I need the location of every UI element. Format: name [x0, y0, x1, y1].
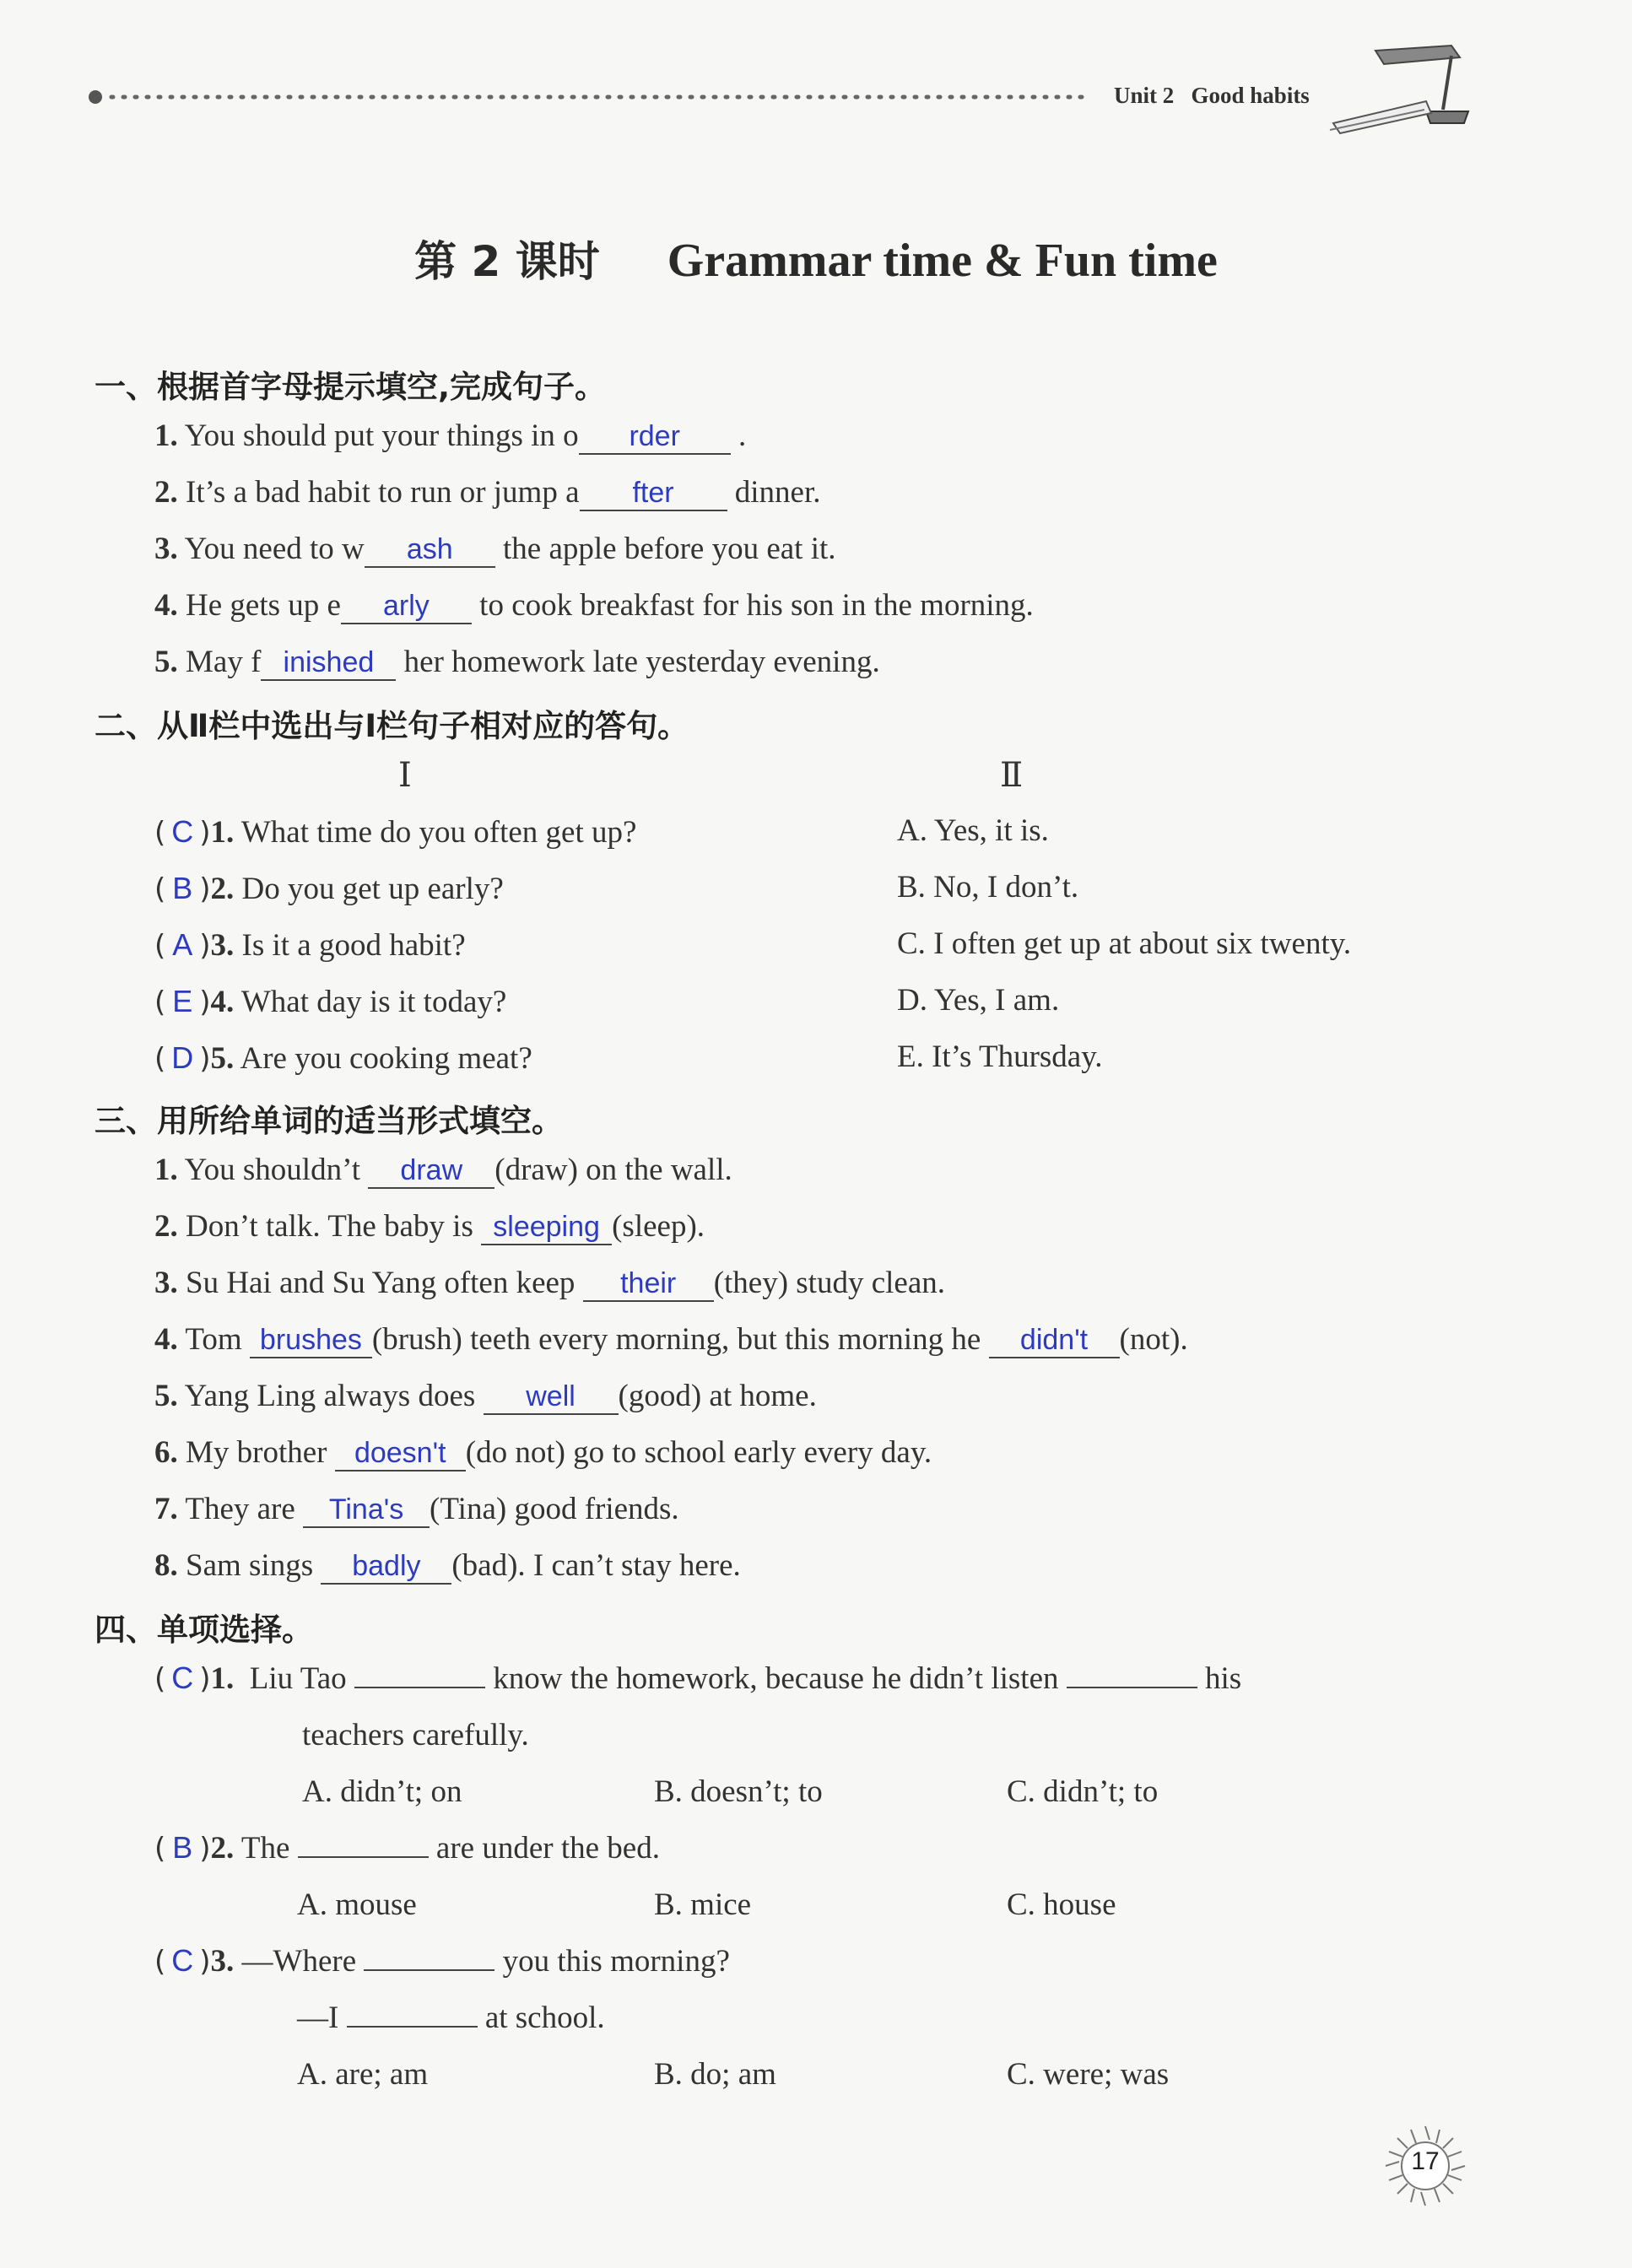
answer-blank[interactable]: ash	[365, 532, 495, 568]
answer-blank[interactable]: rder	[579, 419, 731, 455]
s4-question-1: ( C )1. Liu Tao know the homework, because he didn’t listen his	[154, 1660, 1242, 1696]
s4-q1-option-b: B. doesn’t; to	[654, 1774, 823, 1809]
s4-question-2: ( B )2. The are under the bed.	[154, 1830, 660, 1866]
s4-q3-option-a: A. are; am	[297, 2057, 429, 2092]
s4-q3-option-b: B. do; am	[654, 2057, 776, 2092]
s1-item-1: 1. You should put your things in o rder .	[154, 418, 747, 453]
answer-letter[interactable]: B	[172, 871, 193, 905]
answer-letter[interactable]: E	[172, 984, 193, 1018]
answer-blank[interactable]: badly	[321, 1549, 451, 1585]
answer-blank[interactable]: fter	[580, 476, 727, 511]
answer-blank[interactable]: draw	[368, 1153, 494, 1189]
s2-option-d: D. Yes, I am.	[897, 983, 1060, 1018]
desk-lamp-icon	[1325, 42, 1477, 143]
header-dotted-rule	[88, 89, 1092, 105]
section-3-heading: 三、用所给单词的适当形式填空。	[95, 1103, 563, 1139]
question-blank[interactable]	[1067, 1687, 1197, 1688]
s3-item-8: 8. Sam sings badly (bad). I can’t stay here.	[154, 1548, 741, 1583]
answer-letter[interactable]: C	[171, 814, 194, 849]
section-2-heading: 二、从Ⅱ栏中选出与Ⅰ栏句子相对应的答句。	[95, 708, 689, 744]
s3-item-5: 5. Yang Ling always does well (good) at home.	[154, 1379, 817, 1413]
s4-q2-option-b: B. mice	[654, 1887, 752, 1922]
s2-item-5: ( D )5. Are you cooking meat?	[154, 1040, 532, 1076]
answer-blank[interactable]: inished	[261, 645, 396, 681]
s2-item-2: ( B )2. Do you get up early?	[154, 871, 504, 906]
s3-item-6: 6. My brother doesn't (do not) go to school early every day.	[154, 1435, 932, 1470]
answer-letter[interactable]: C	[171, 1660, 194, 1695]
s4-q2-option-c: C. house	[1007, 1887, 1116, 1922]
s2-option-b: B. No, I don’t.	[897, 870, 1079, 904]
answer-blank[interactable]: Tina's	[303, 1493, 430, 1528]
question-blank[interactable]	[364, 1969, 494, 1971]
answer-blank[interactable]: doesn't	[335, 1436, 466, 1472]
s1-item-4: 4. He gets up e arly to cook breakfast for his son in the morning.	[154, 588, 1034, 623]
section-1-heading: 一、根据首字母提示填空,完成句子。	[95, 369, 607, 405]
section-4-heading: 四、单项选择。	[95, 1612, 313, 1648]
answer-blank[interactable]: arly	[341, 589, 472, 624]
answer-blank[interactable]: brushes	[250, 1323, 372, 1358]
s3-item-7: 7. They are Tina's (Tina) good friends.	[154, 1492, 679, 1526]
s3-item-1: 1. You shouldn’t draw (draw) on the wall.	[154, 1153, 732, 1187]
s4-q2-option-a: A. mouse	[297, 1887, 417, 1922]
question-blank[interactable]	[354, 1687, 485, 1688]
s3-item-4: 4. Tom brushes (brush) teeth every morning, but this morning he didn't (not).	[154, 1322, 1188, 1357]
s4-q1-option-a: A. didn’t; on	[302, 1774, 462, 1809]
s3-item-2: 2. Don’t talk. The baby is sleeping (sleep).	[154, 1209, 705, 1244]
answer-letter[interactable]: B	[172, 1830, 193, 1865]
s2-option-a: A. Yes, it is.	[897, 813, 1049, 848]
s4-q1-option-c: C. didn’t; to	[1007, 1774, 1159, 1809]
page-title: 第 2 课时 Grammar time & Fun time	[414, 235, 1218, 287]
page-number: 17	[1411, 2147, 1440, 2175]
s2-option-c: C. I often get up at about six twenty.	[897, 926, 1352, 961]
header-unit-label: Unit 2 Good habits	[1114, 83, 1310, 108]
s1-item-2: 2. It’s a bad habit to run or jump a fter dinner.	[154, 475, 821, 510]
answer-letter[interactable]: D	[171, 1040, 194, 1075]
answer-letter[interactable]: A	[172, 927, 193, 962]
s3-item-3: 3. Su Hai and Su Yang often keep their (they) study clean.	[154, 1266, 946, 1300]
answer-blank[interactable]: sleeping	[481, 1210, 612, 1245]
s2-item-1: ( C )1. What time do you often get up?	[154, 814, 637, 850]
s2-item-3: ( A )3. Is it a good habit?	[154, 927, 466, 963]
answer-letter[interactable]: C	[171, 1943, 194, 1978]
s2-item-4: ( E )4. What day is it today?	[154, 984, 507, 1019]
column-2-heading: Ⅱ	[1000, 756, 1024, 794]
question-blank[interactable]	[347, 2026, 478, 2028]
column-1-heading: Ⅰ	[398, 756, 412, 794]
s2-option-e: E. It’s Thursday.	[897, 1040, 1103, 1074]
s4-question-3-line2: —I at school.	[297, 2001, 605, 2035]
s4-question-3: ( C )3. —Where you this morning?	[154, 1943, 730, 1979]
question-blank[interactable]	[298, 1856, 429, 1858]
answer-blank[interactable]: well	[484, 1380, 619, 1415]
s4-q3-option-c: C. were; was	[1007, 2057, 1170, 2092]
s1-item-3: 3. You need to w ash the apple before you eat it.	[154, 532, 836, 566]
s4-question-1-line2: teachers carefully.	[302, 1718, 529, 1752]
answer-blank[interactable]: didn't	[989, 1323, 1120, 1358]
s1-item-5: 5. May f inished her homework late yesterday evening.	[154, 645, 880, 679]
answer-blank[interactable]: their	[583, 1266, 714, 1302]
